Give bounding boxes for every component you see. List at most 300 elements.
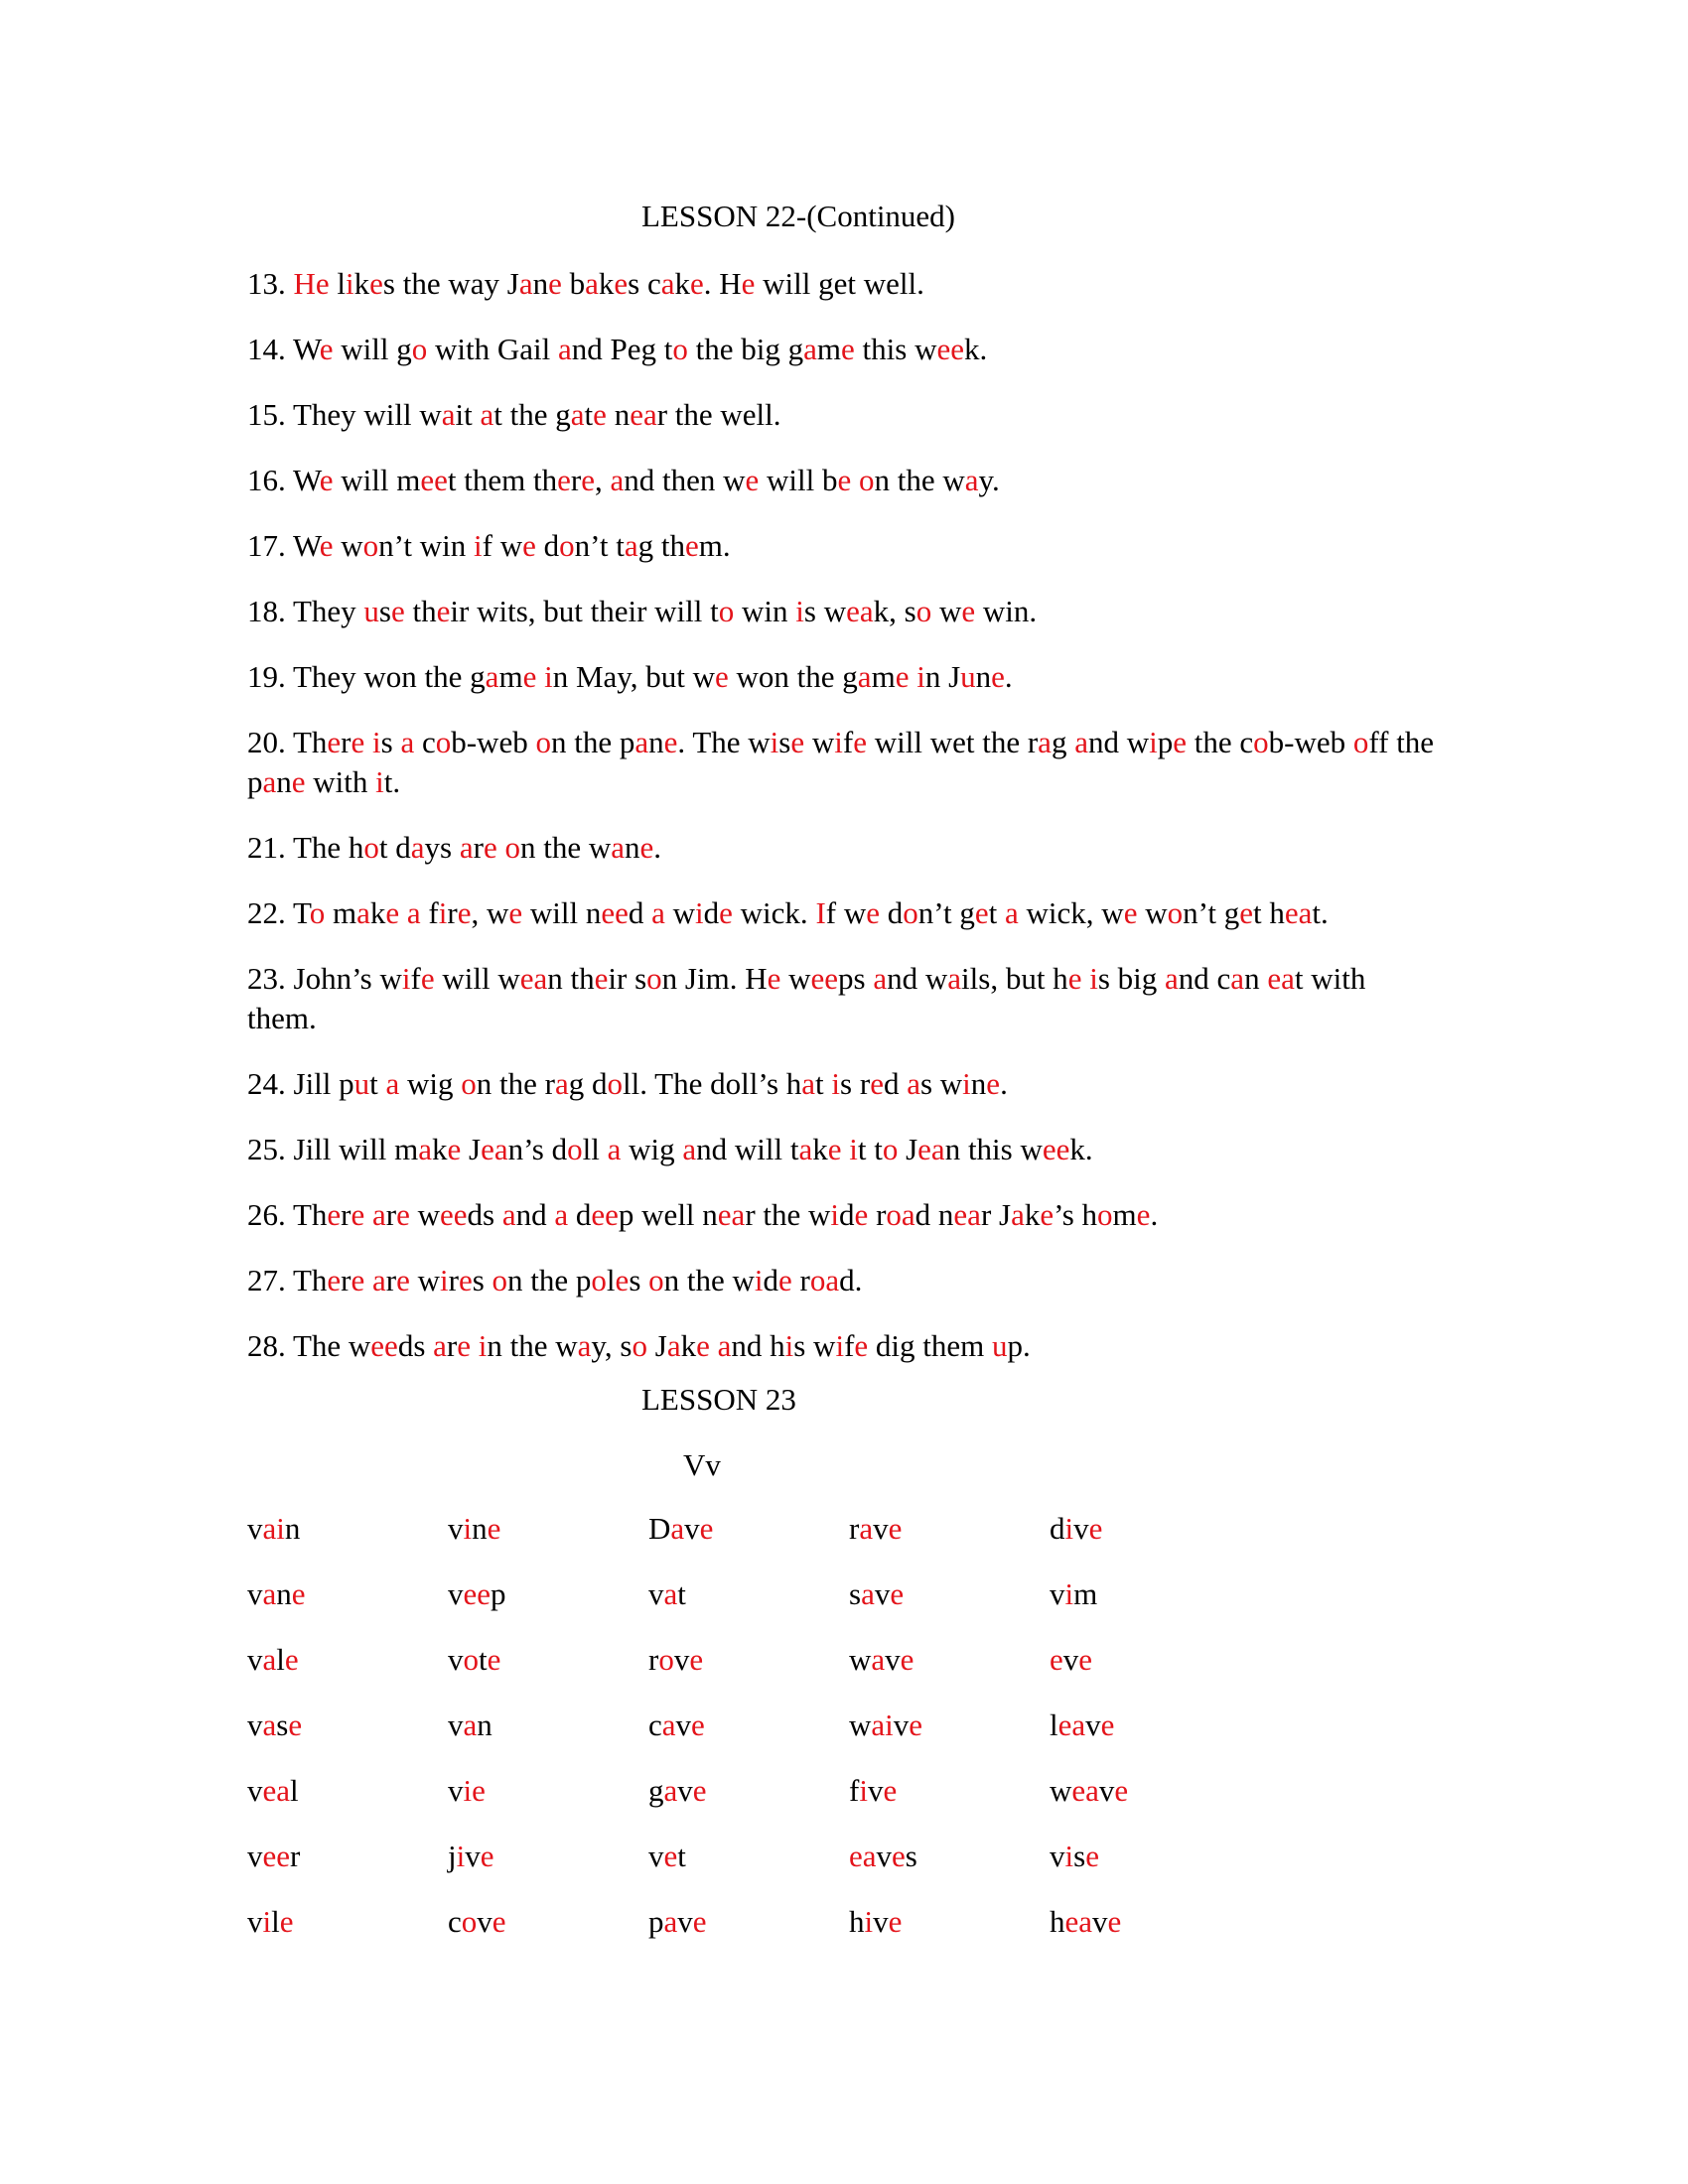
highlighted-letters: e bbox=[385, 895, 400, 930]
word-cell bbox=[247, 1837, 300, 1876]
highlighted-letters: a bbox=[871, 1642, 886, 1677]
sentence-item bbox=[247, 330, 1439, 369]
highlighted-letters: i bbox=[1064, 1839, 1074, 1873]
highlighted-letters: a bbox=[385, 1066, 400, 1101]
highlighted-letters: e bbox=[883, 1773, 898, 1808]
highlighted-letters: e bbox=[888, 1511, 903, 1546]
text-segment: . The w bbox=[677, 725, 771, 759]
text-segment: s big bbox=[1097, 961, 1166, 996]
word-row bbox=[247, 1574, 1240, 1640]
text-segment: W bbox=[292, 528, 320, 563]
sentence-number: 14. bbox=[247, 332, 286, 366]
text-segment: ds bbox=[397, 1328, 434, 1363]
text-segment: , bbox=[594, 463, 611, 497]
sentence-item bbox=[247, 1064, 1439, 1104]
highlighted-letters: e bbox=[837, 463, 852, 497]
text-segment: c bbox=[448, 1904, 462, 1939]
highlighted-letters: i bbox=[463, 1511, 473, 1546]
highlighted-letters: e bbox=[854, 1328, 869, 1363]
word-cell bbox=[648, 1574, 686, 1614]
highlighted-letters: a bbox=[356, 895, 370, 930]
text-segment: v bbox=[1085, 1707, 1101, 1742]
text-segment: n bbox=[532, 266, 549, 301]
highlighted-letters: e bbox=[327, 725, 342, 759]
highlighted-letters: ee bbox=[601, 895, 629, 930]
text-segment: v bbox=[885, 1642, 901, 1677]
text-segment: v bbox=[247, 1576, 263, 1611]
text-segment: p bbox=[648, 1904, 664, 1939]
text-segment: v bbox=[1092, 1904, 1108, 1939]
word-cell bbox=[448, 1902, 506, 1942]
sentence-number: 20. bbox=[247, 725, 286, 759]
highlighted-letters: e bbox=[689, 266, 704, 301]
text-segment: s bbox=[276, 1707, 289, 1742]
highlighted-letters: i bbox=[831, 1066, 841, 1101]
text-segment: nd h bbox=[731, 1328, 785, 1363]
text-segment: g th bbox=[637, 528, 686, 563]
text-segment: n the w bbox=[663, 1263, 755, 1297]
text-segment: t bbox=[988, 895, 1006, 930]
text-segment: s bbox=[905, 1839, 917, 1873]
text-segment: n bbox=[276, 1576, 292, 1611]
highlighted-letters: e bbox=[548, 266, 562, 301]
text-segment: v bbox=[247, 1839, 263, 1873]
text-segment: will w bbox=[434, 961, 520, 996]
text-segment: v bbox=[673, 1642, 690, 1677]
text-segment: , w bbox=[471, 895, 509, 930]
text-segment: v bbox=[675, 1707, 692, 1742]
text-segment: n’t t bbox=[574, 528, 625, 563]
text-segment: t t bbox=[857, 1132, 883, 1166]
text-segment: v bbox=[1050, 1576, 1065, 1611]
highlighted-letters: e bbox=[1123, 895, 1138, 930]
text-segment: d bbox=[703, 895, 720, 930]
text-segment: t bbox=[815, 1066, 832, 1101]
text-segment: w bbox=[804, 725, 835, 759]
highlighted-letters: e bbox=[508, 895, 523, 930]
text-segment: r bbox=[447, 895, 458, 930]
highlighted-letters: e bbox=[909, 1707, 923, 1742]
text-segment: n the p bbox=[507, 1263, 592, 1297]
highlighted-letters: a bbox=[663, 1576, 678, 1611]
highlighted-letters: e bbox=[522, 528, 536, 563]
word-cell bbox=[448, 1574, 506, 1614]
sentence-list bbox=[247, 264, 1439, 1392]
highlighted-letters: e bbox=[458, 1263, 473, 1297]
text-segment: d n bbox=[914, 1197, 954, 1232]
word-cell bbox=[1050, 1640, 1092, 1680]
text-segment: v bbox=[648, 1576, 664, 1611]
text-segment: t with them. bbox=[247, 961, 1366, 1035]
highlighted-letters: o bbox=[461, 1904, 478, 1939]
highlighted-letters: e bbox=[895, 659, 910, 694]
highlighted-letters: a bbox=[262, 1642, 277, 1677]
text-segment: v bbox=[873, 1904, 889, 1939]
word-cell bbox=[247, 1706, 302, 1745]
text-segment: t bbox=[584, 397, 594, 432]
highlighted-letters: a bbox=[610, 463, 625, 497]
text-segment: f bbox=[842, 725, 854, 759]
text-segment: r bbox=[868, 1197, 887, 1232]
highlighted-letters: ee bbox=[810, 961, 839, 996]
word-cell bbox=[648, 1837, 686, 1876]
highlighted-letters: a bbox=[907, 1066, 920, 1101]
text-segment: nd will t bbox=[696, 1132, 799, 1166]
highlighted-letters: e bbox=[890, 1576, 905, 1611]
text-segment: ils, but h bbox=[961, 961, 1068, 996]
highlighted-letters: a bbox=[947, 961, 962, 996]
highlighted-letters: o bbox=[1352, 725, 1369, 759]
word-cell bbox=[648, 1771, 707, 1811]
highlighted-letters: a bbox=[798, 1132, 813, 1166]
text-segment: c bbox=[648, 1707, 662, 1742]
word-row bbox=[247, 1771, 1240, 1837]
text-segment: k. bbox=[964, 332, 988, 366]
highlighted-letters: a bbox=[1074, 725, 1088, 759]
highlighted-letters: a bbox=[570, 397, 585, 432]
text-segment: s c bbox=[628, 266, 661, 301]
highlighted-letters: a bbox=[717, 1328, 732, 1363]
text-segment: k, s bbox=[873, 594, 916, 628]
highlighted-letters: a bbox=[400, 725, 415, 759]
text-segment: b bbox=[561, 266, 586, 301]
highlighted-letters: ea bbox=[519, 961, 548, 996]
text-segment: k bbox=[1024, 1197, 1041, 1232]
text-segment: v bbox=[465, 1839, 481, 1873]
text-segment: v bbox=[677, 1904, 693, 1939]
text-segment: t h bbox=[1253, 895, 1285, 930]
text-segment: n bbox=[472, 1511, 488, 1546]
text-segment: w bbox=[409, 1197, 440, 1232]
sentence-number: 18. bbox=[247, 594, 286, 628]
highlighted-letters: i bbox=[834, 725, 843, 759]
text-segment: n this w bbox=[944, 1132, 1043, 1166]
highlighted-letters: a bbox=[861, 1576, 875, 1611]
word-row bbox=[247, 1706, 1240, 1771]
text-segment: f bbox=[844, 1328, 855, 1363]
text-segment: y, s bbox=[591, 1328, 633, 1363]
highlighted-letters: a bbox=[262, 764, 277, 799]
highlighted-letters: a bbox=[1038, 725, 1052, 759]
text-segment: ir s bbox=[608, 961, 647, 996]
highlighted-letters: e bbox=[870, 1066, 884, 1101]
highlighted-letters: a bbox=[406, 895, 421, 930]
text-segment: l bbox=[290, 1773, 299, 1808]
text-segment: w bbox=[849, 1642, 872, 1677]
highlighted-letters: e bbox=[689, 1642, 704, 1677]
highlighted-letters: u bbox=[353, 1066, 370, 1101]
text-segment: t d bbox=[378, 830, 411, 865]
text-segment: k bbox=[432, 1132, 448, 1166]
highlighted-letters: e bbox=[866, 895, 880, 930]
text-segment: p bbox=[1157, 725, 1174, 759]
text-segment: v bbox=[448, 1707, 464, 1742]
highlighted-letters: ie bbox=[463, 1773, 486, 1808]
highlighted-letters: ea bbox=[917, 1132, 945, 1166]
sentence-number: 21. bbox=[247, 830, 286, 865]
word-cell bbox=[1050, 1509, 1102, 1549]
highlighted-letters: a bbox=[485, 659, 499, 694]
highlighted-letters: a bbox=[661, 1707, 676, 1742]
text-segment: k bbox=[680, 1328, 697, 1363]
text-segment: will m bbox=[333, 463, 421, 497]
text-segment: h bbox=[1050, 1904, 1065, 1939]
highlighted-letters: i bbox=[849, 1132, 858, 1166]
text-segment: nd Peg t bbox=[571, 332, 673, 366]
text-segment: k. bbox=[1069, 1132, 1093, 1166]
text-segment: h bbox=[849, 1904, 865, 1939]
text-segment: g d bbox=[568, 1066, 608, 1101]
highlighted-letters: i bbox=[859, 1773, 868, 1808]
text-segment: v bbox=[247, 1642, 263, 1677]
highlighted-letters: e bbox=[436, 594, 451, 628]
text-segment: n J bbox=[924, 659, 961, 694]
highlighted-letters: o bbox=[882, 1132, 899, 1166]
text-segment: y. bbox=[978, 463, 1000, 497]
text-segment: . bbox=[653, 830, 662, 865]
text-segment: s bbox=[1073, 1839, 1086, 1873]
highlighted-letters: i bbox=[770, 725, 779, 759]
text-segment: wick. bbox=[732, 895, 816, 930]
highlighted-letters: e bbox=[1050, 1642, 1063, 1677]
sentence-item bbox=[247, 264, 1439, 304]
sentence-item bbox=[247, 893, 1439, 933]
text-segment: the big g bbox=[687, 332, 804, 366]
highlighted-letters: e bbox=[327, 1197, 342, 1232]
text-segment: m bbox=[498, 659, 523, 694]
sentence-item bbox=[247, 723, 1439, 802]
text-segment: d bbox=[839, 1197, 855, 1232]
text-segment: w bbox=[409, 1263, 440, 1297]
highlighted-letters: i bbox=[478, 1328, 488, 1363]
highlighted-letters: o bbox=[632, 1328, 647, 1363]
text-segment: n bbox=[625, 830, 640, 865]
text-segment: v bbox=[684, 1511, 700, 1546]
text-segment: b-web bbox=[451, 725, 536, 759]
text-segment: d bbox=[1050, 1511, 1065, 1546]
text-segment: ll bbox=[582, 1132, 608, 1166]
text-segment: s bbox=[778, 725, 791, 759]
highlighted-letters: i bbox=[1064, 1576, 1074, 1611]
word-cell bbox=[849, 1902, 902, 1942]
text-segment: nd c bbox=[1178, 961, 1231, 996]
text-segment: v bbox=[874, 1576, 891, 1611]
text-segment: They won the g bbox=[292, 659, 486, 694]
highlighted-letters: a bbox=[555, 1066, 569, 1101]
highlighted-letters: ea bbox=[846, 594, 874, 628]
highlighted-letters: e bbox=[1107, 1904, 1122, 1939]
highlighted-letters: e bbox=[1078, 1642, 1093, 1677]
text-segment: k bbox=[598, 266, 615, 301]
text-segment: d bbox=[883, 1066, 908, 1101]
highlighted-letters: e bbox=[396, 1263, 410, 1297]
text-segment: r bbox=[290, 1839, 301, 1873]
highlighted-letters: a bbox=[666, 1328, 681, 1363]
word-cell bbox=[648, 1509, 713, 1549]
highlighted-letters: i bbox=[916, 659, 925, 694]
text-segment: w bbox=[931, 594, 962, 628]
text-segment: v bbox=[1073, 1511, 1089, 1546]
word-cell bbox=[849, 1509, 902, 1549]
highlighted-letters: e bbox=[639, 830, 654, 865]
highlighted-letters: o bbox=[309, 895, 326, 930]
word-cell bbox=[247, 1902, 294, 1942]
text-segment: th bbox=[404, 594, 437, 628]
text-segment: m bbox=[816, 332, 842, 366]
text-segment: nd bbox=[515, 1197, 555, 1232]
highlighted-letters: e bbox=[487, 1642, 501, 1677]
text-segment: r bbox=[473, 830, 484, 865]
text-segment: nd then w bbox=[624, 463, 746, 497]
highlighted-letters: a bbox=[418, 1132, 433, 1166]
text-segment: t bbox=[369, 1066, 386, 1101]
word-cell bbox=[648, 1640, 703, 1680]
sentence-number: 19. bbox=[247, 659, 286, 694]
word-cell bbox=[849, 1706, 922, 1745]
text-segment: k bbox=[353, 266, 370, 301]
highlighted-letters: ea bbox=[717, 1197, 746, 1232]
highlighted-letters: i bbox=[1089, 961, 1098, 996]
text-segment: n bbox=[276, 764, 292, 799]
highlighted-letters: e bbox=[594, 961, 609, 996]
text-segment: c bbox=[414, 725, 436, 759]
highlighted-letters: e bbox=[741, 266, 756, 301]
highlighted-letters: e bbox=[892, 1839, 906, 1873]
text-segment: v bbox=[1050, 1839, 1065, 1873]
highlighted-letters: e bbox=[420, 961, 435, 996]
highlighted-letters: a bbox=[857, 659, 872, 694]
text-segment: r bbox=[849, 1511, 860, 1546]
highlighted-letters: e bbox=[288, 1707, 303, 1742]
sentence-number: 16. bbox=[247, 463, 286, 497]
highlighted-letters: e bbox=[615, 1263, 630, 1297]
lesson-22-continued-heading: LESSON 22-(Continued) bbox=[641, 199, 956, 233]
highlighted-letters: e bbox=[685, 528, 699, 563]
highlighted-letters: e bbox=[351, 1263, 365, 1297]
text-segment: m bbox=[325, 895, 357, 930]
text-segment: this w bbox=[854, 332, 937, 366]
word-cell bbox=[1050, 1902, 1121, 1942]
text-segment: n May, but w bbox=[552, 659, 716, 694]
highlighted-letters: ee bbox=[440, 1197, 468, 1232]
text-segment: The w bbox=[292, 1328, 371, 1363]
highlighted-letters: i bbox=[784, 1328, 794, 1363]
text-segment: ds bbox=[467, 1197, 502, 1232]
word-cell bbox=[1050, 1771, 1128, 1811]
highlighted-letters: e bbox=[1040, 1197, 1055, 1232]
text-segment: t bbox=[677, 1576, 686, 1611]
text-segment: v bbox=[247, 1707, 263, 1742]
text-segment: will b bbox=[759, 463, 838, 497]
highlighted-letters: e bbox=[319, 332, 334, 366]
word-row bbox=[247, 1509, 1240, 1574]
sentence-item bbox=[247, 1261, 1439, 1300]
highlighted-letters: e bbox=[351, 725, 365, 759]
text-segment: They will w bbox=[292, 397, 442, 432]
highlighted-letters: oa bbox=[809, 1263, 840, 1297]
text-segment: k bbox=[369, 895, 386, 930]
text-segment: l bbox=[1050, 1707, 1058, 1742]
text-segment: r bbox=[341, 1263, 352, 1297]
highlighted-letters: u bbox=[992, 1328, 1008, 1363]
text-segment: n’s d bbox=[507, 1132, 568, 1166]
highlighted-letters: o bbox=[915, 594, 932, 628]
word-cell bbox=[448, 1837, 494, 1876]
highlighted-letters: i bbox=[262, 1904, 272, 1939]
text-segment: n the p bbox=[550, 725, 635, 759]
highlighted-letters: o bbox=[435, 725, 452, 759]
highlighted-letters: e bbox=[790, 725, 805, 759]
text-segment: T bbox=[292, 895, 310, 930]
word-cell bbox=[247, 1771, 299, 1811]
text-segment: j bbox=[448, 1839, 457, 1873]
highlighted-letters: e bbox=[991, 659, 1005, 694]
text-segment: J bbox=[461, 1132, 482, 1166]
text-segment: f bbox=[849, 1773, 860, 1808]
highlighted-letters: ee bbox=[370, 1328, 398, 1363]
highlighted-letters: e bbox=[692, 1904, 707, 1939]
sentence-number: 28. bbox=[247, 1328, 286, 1363]
word-row bbox=[247, 1902, 1240, 1968]
highlighted-letters: e bbox=[390, 594, 405, 628]
highlighted-letters: i bbox=[375, 764, 384, 799]
highlighted-letters: e bbox=[827, 1132, 842, 1166]
highlighted-letters: a bbox=[964, 463, 979, 497]
highlighted-letters: e bbox=[487, 1511, 501, 1546]
word-cell bbox=[849, 1574, 904, 1614]
text-segment: t bbox=[479, 1642, 488, 1677]
sentence-item bbox=[247, 526, 1439, 566]
text-segment: m bbox=[1073, 1576, 1098, 1611]
highlighted-letters: o bbox=[859, 463, 875, 497]
text-segment: g bbox=[648, 1773, 664, 1808]
text-segment: will g bbox=[333, 332, 412, 366]
text-segment: n the w bbox=[487, 1328, 578, 1363]
highlighted-letters: ee bbox=[420, 463, 448, 497]
text-segment: it bbox=[455, 397, 481, 432]
text-segment: w bbox=[849, 1707, 872, 1742]
word-cell bbox=[1050, 1837, 1099, 1876]
text-segment: with Gail bbox=[427, 332, 558, 366]
text-segment: m bbox=[1112, 1197, 1137, 1232]
sentence-number: 27. bbox=[247, 1263, 286, 1297]
highlighted-letters: e bbox=[719, 895, 733, 930]
word-cell bbox=[648, 1902, 707, 1942]
text-segment: f w bbox=[482, 528, 523, 563]
sentence-number: 15. bbox=[247, 397, 286, 432]
highlighted-letters: ea bbox=[1267, 961, 1295, 996]
word-cell bbox=[247, 1640, 299, 1680]
text-segment: n bbox=[970, 1066, 987, 1101]
highlighted-letters: a bbox=[557, 332, 572, 366]
text-segment: t the g bbox=[493, 397, 571, 432]
highlighted-letters: e bbox=[396, 1197, 410, 1232]
highlighted-letters: e bbox=[291, 764, 306, 799]
text-segment: W bbox=[292, 332, 320, 366]
text-segment: n Jim. H bbox=[661, 961, 768, 996]
text-segment: d bbox=[568, 1197, 592, 1232]
text-segment: w bbox=[664, 895, 696, 930]
text-segment: t bbox=[677, 1839, 686, 1873]
highlighted-letters: a bbox=[801, 1066, 816, 1101]
highlighted-letters: e bbox=[369, 266, 383, 301]
sentence-item bbox=[247, 1326, 1439, 1366]
highlighted-letters: i bbox=[695, 895, 704, 930]
text-segment: l bbox=[337, 266, 347, 301]
highlighted-letters: e bbox=[888, 1904, 903, 1939]
text-segment: ys bbox=[424, 830, 460, 865]
text-segment: t. bbox=[1312, 895, 1329, 930]
